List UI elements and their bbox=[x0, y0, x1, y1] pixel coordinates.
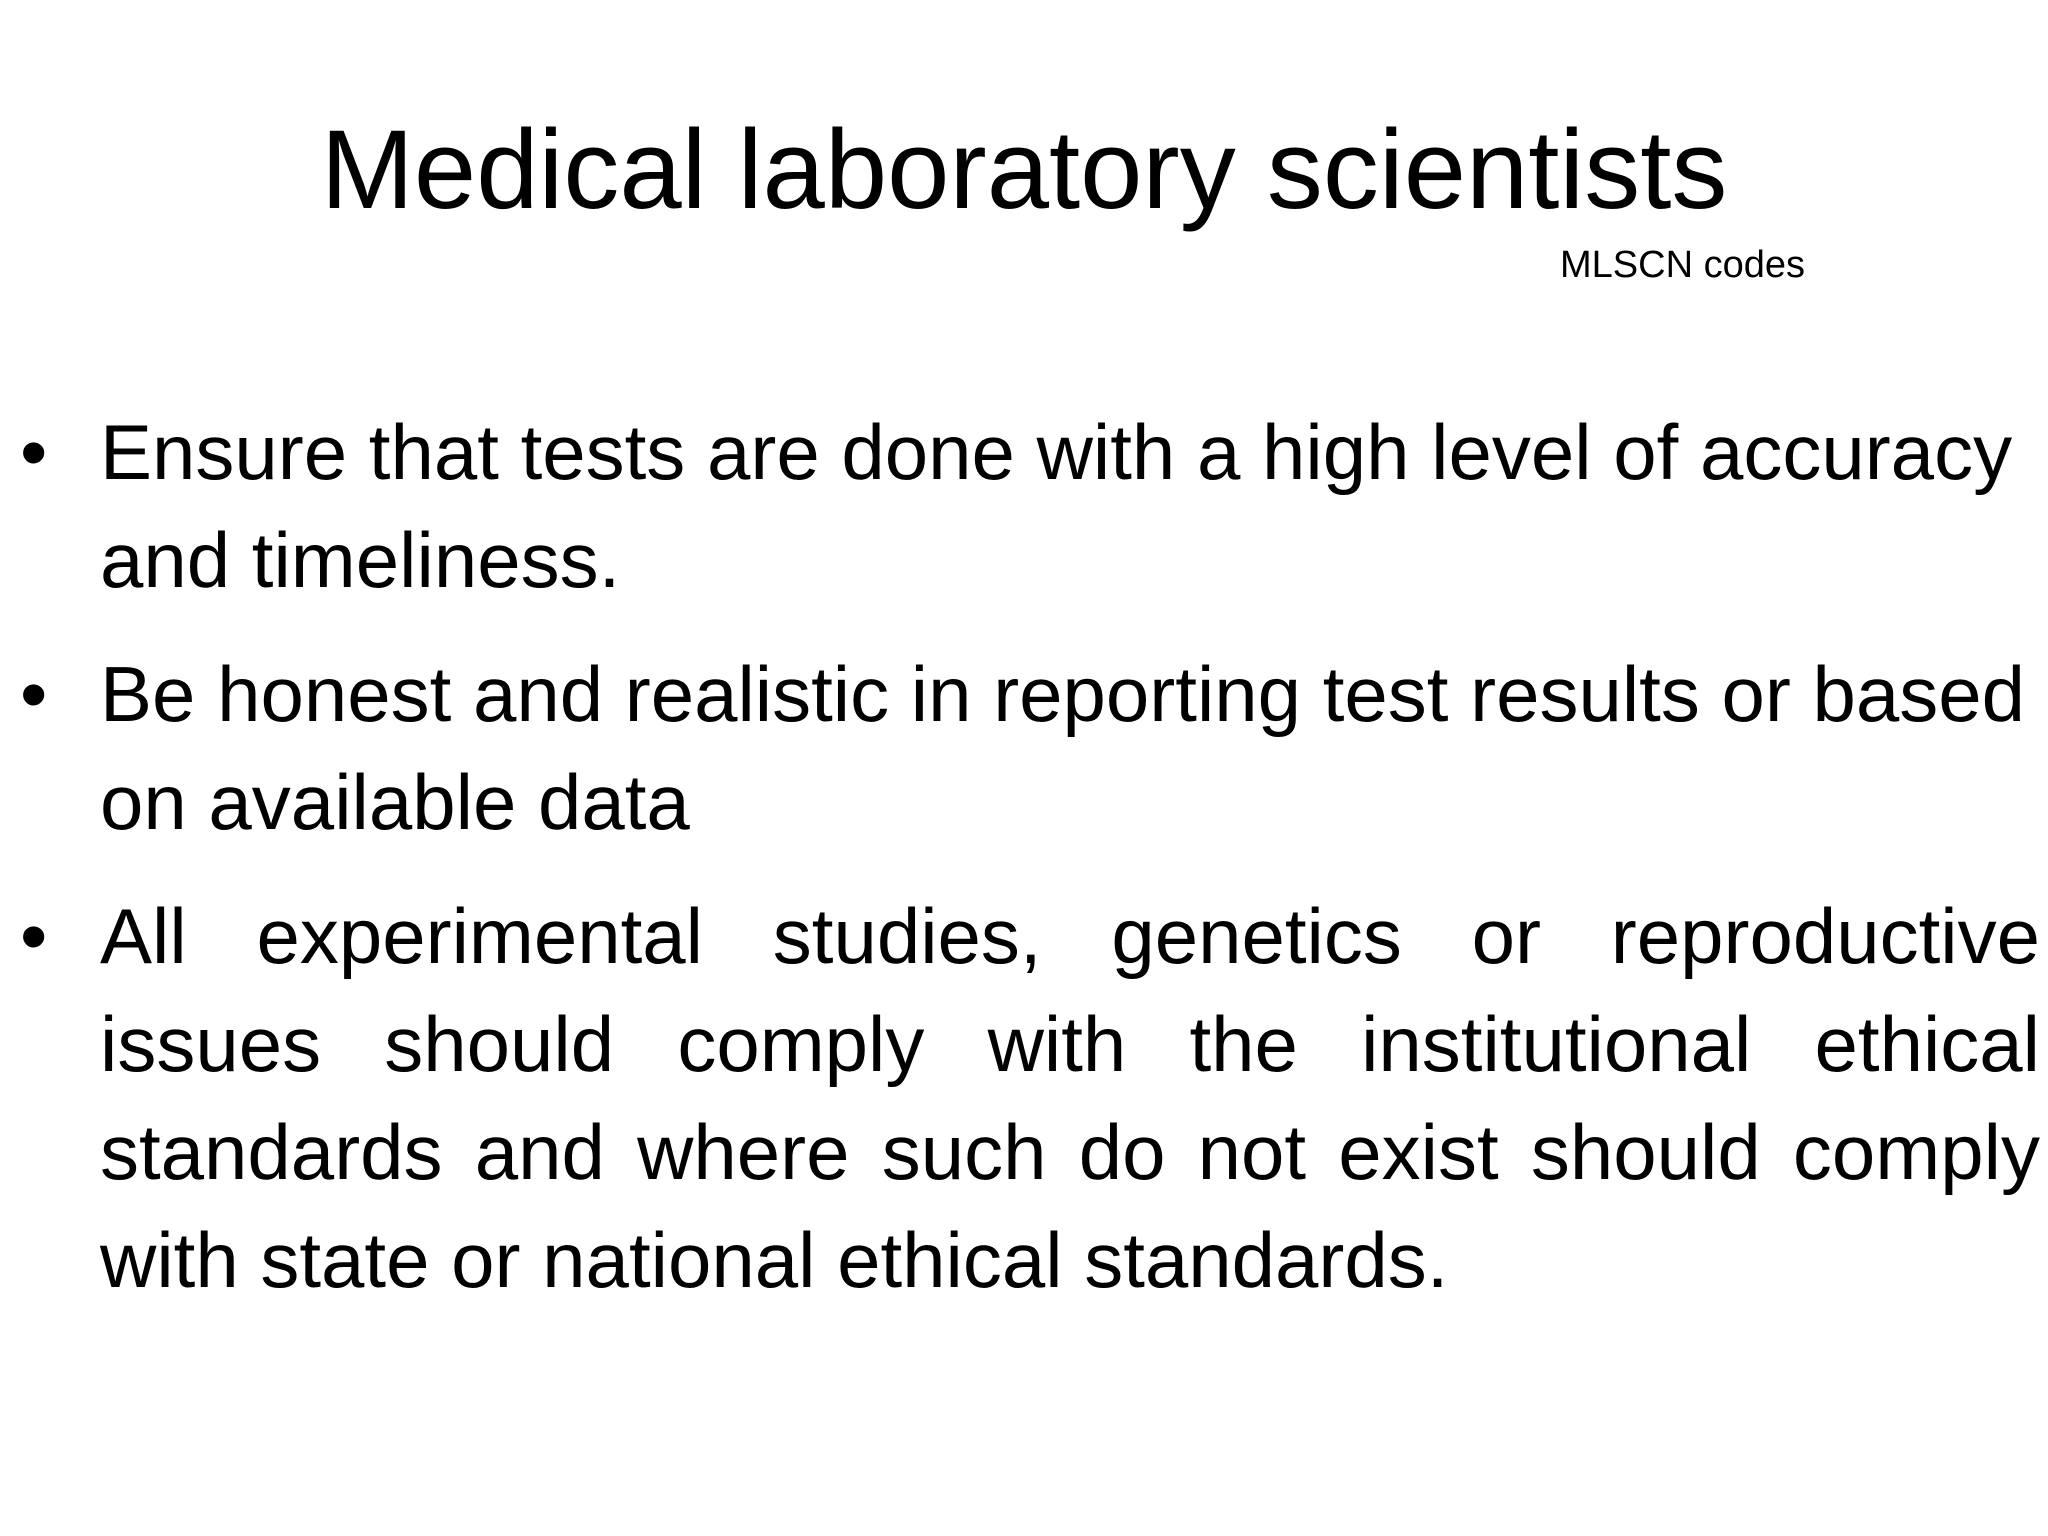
bullet-item bbox=[20, 640, 2040, 856]
bullet-item bbox=[20, 882, 2040, 1314]
bullet-list bbox=[20, 398, 2040, 1340]
bullet-text: All experimental studies, genetics or reproductive issues should comply with the institutional ethical standards and where such do not exist should comply with state or national ethical standards. bbox=[100, 892, 2040, 1304]
bullet-text: Be honest and realistic in reporting test results or based on available data bbox=[100, 650, 2026, 846]
bullet-item bbox=[20, 398, 2040, 614]
bullet-text: Ensure that tests are done with a high level of accuracy and timeliness. bbox=[100, 408, 2013, 604]
bullet-icon: • bbox=[20, 650, 48, 738]
slide-title: Medical laboratory scientists bbox=[320, 107, 1728, 232]
bullet-icon: • bbox=[20, 892, 48, 980]
bullet-icon: • bbox=[20, 408, 48, 496]
slide-subtitle: MLSCN codes bbox=[1560, 244, 1805, 286]
